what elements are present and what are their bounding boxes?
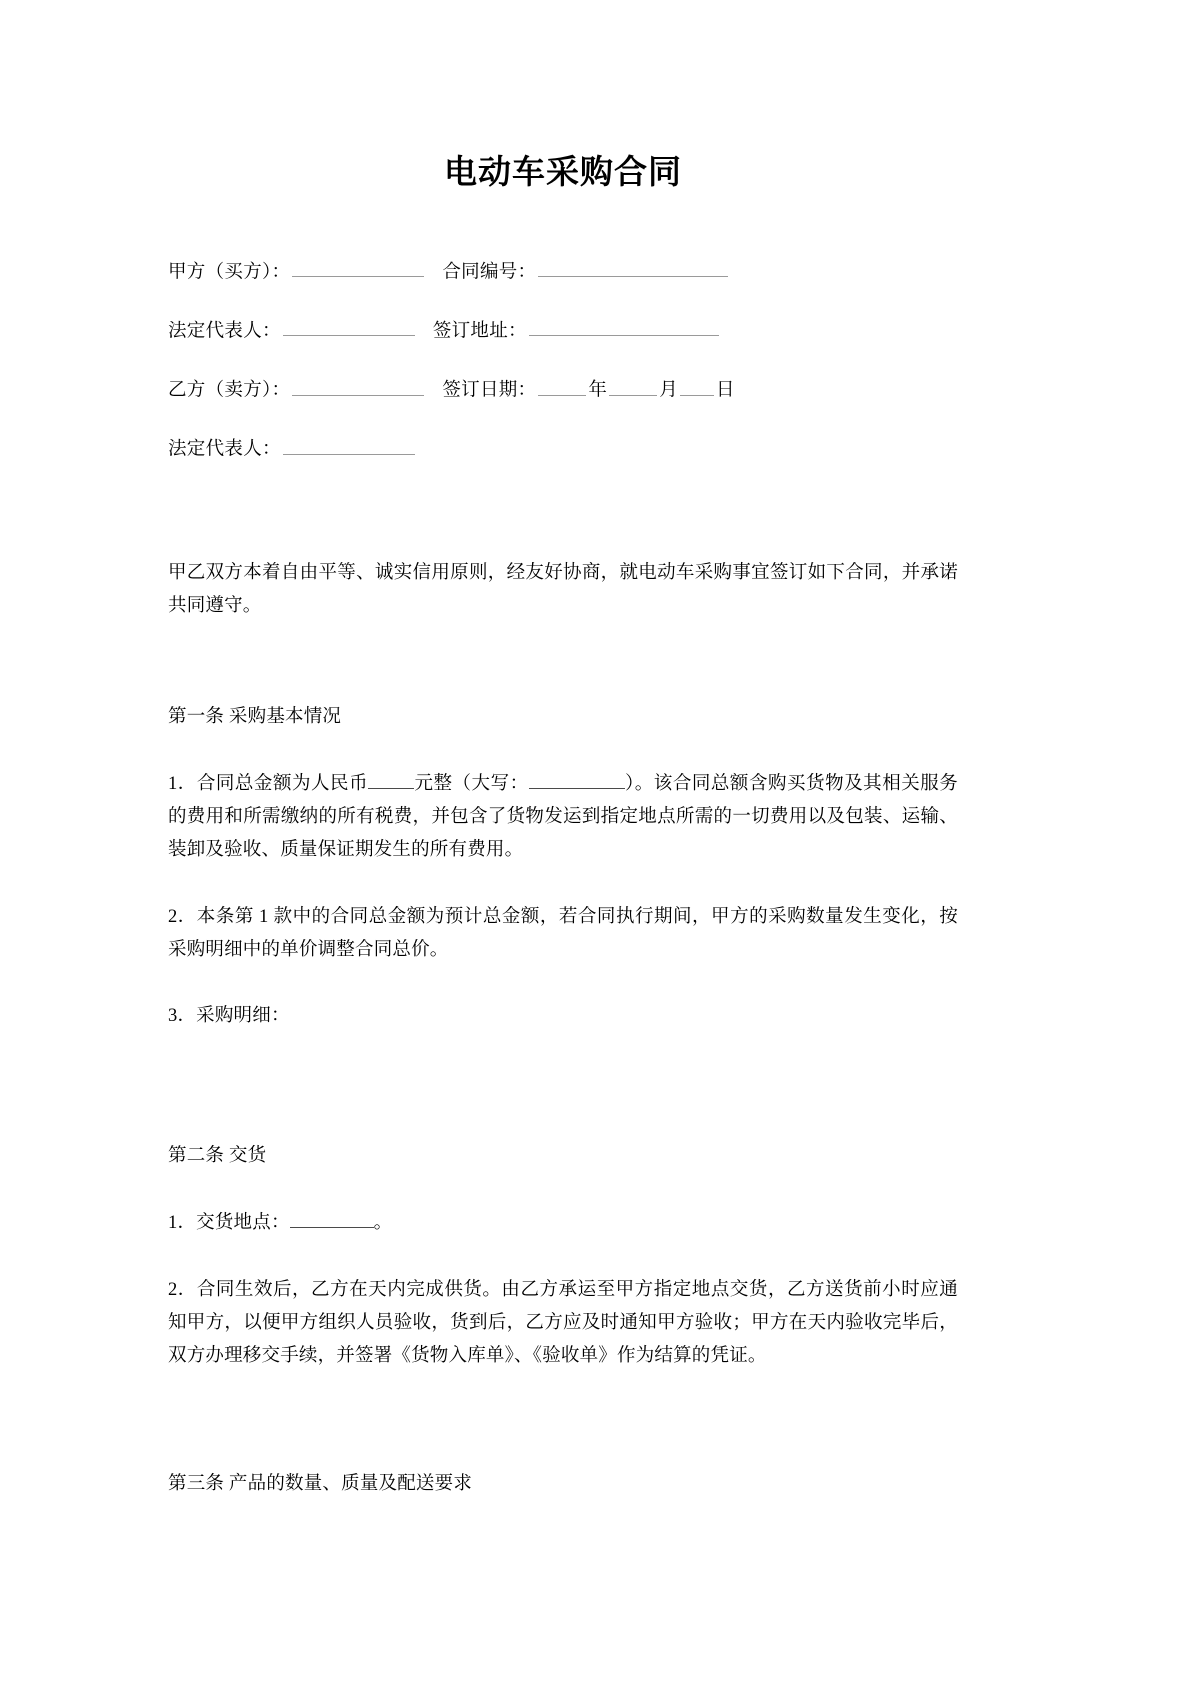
clause-2-1-text-after: 。 [373,1212,393,1233]
signing-date-day-unit: 日 [716,380,735,401]
clause-2-2 [168,1274,958,1373]
seller-representative-label: 法定代表人： [168,439,281,460]
signing-date-month-unit: 月 [659,380,678,401]
form-row-seller-representative [168,434,958,464]
buyer-representative-input-blank[interactable] [283,316,415,336]
clause-1-1-text-mid: 元整（大写： [414,773,529,794]
section-heading-3: 第三条 产品的数量、质量及配送要求 [168,1473,473,1494]
seller-input-blank[interactable] [292,375,424,395]
section-heading-1: 第一条 采购基本情况 [168,707,342,728]
clause-1-3 [168,1000,958,1033]
buyer-label: 甲方（买方）： [168,262,291,283]
clause-1-1-text-after: ）。该合同总额含购买货物及其相关服务的费用和所需缴纳的所有税费，并包含了货物发运到指定地点所需的一切费用以及包装、运输、装卸及验收、质量保证期发生的所有费用。 [168,773,958,860]
signing-address-label: 签订地址： [432,321,527,342]
clause-1-2 [168,901,958,967]
seller-representative-input-blank[interactable] [283,434,415,454]
form-row-buyer-representative [168,316,958,346]
clause-1-2-number: 2． [168,906,197,927]
seller-label: 乙方（卖方）： [168,380,291,401]
clause-1-3-number: 3． [168,1006,197,1027]
contract-number-input-blank[interactable] [538,257,728,277]
signing-date-day-blank[interactable] [680,375,714,395]
clause-1-1-number: 1． [168,773,197,794]
clause-1-1-text-before: 合同总金额为人民币 [196,773,369,794]
clause-1-1 [168,768,958,867]
section-heading-2: 第二条 交货 [168,1146,267,1167]
clause-1-3-text: 采购明细： [196,1006,290,1027]
clause-2-1 [168,1207,958,1240]
signing-date-year-unit: 年 [588,380,608,401]
form-row-buyer [168,257,958,287]
buyer-input-blank[interactable] [292,257,424,277]
document-content [168,0,958,1518]
parties-form [168,257,958,465]
total-amount-blank[interactable] [368,769,414,789]
buyer-representative-label: 法定代表人： [168,321,281,342]
form-row-seller [168,375,958,405]
signing-date-month-blank[interactable] [609,375,657,395]
clause-2-2-number: 2． [168,1279,197,1300]
signing-address-input-blank[interactable] [529,316,719,336]
clause-2-1-number: 1． [168,1212,197,1233]
signing-date-label: 签订日期： [442,380,537,401]
clause-2-2-text: 合同生效后，乙方在天内完成供货。由乙方承运至甲方指定地点交货，乙方送货前小时应通知甲方，以便甲方组织人员验收，货到后，乙方应及时通知甲方验收；甲方在天内验收完毕后，双方办理移交手续，并签署《货物入库单》、《验收单》作为结算的凭证。 [168,1279,958,1366]
clause-2-1-text-before: 交货地点： [196,1212,290,1233]
total-amount-words-blank[interactable] [529,769,625,789]
clause-1-2-text: 本条第 1 款中的合同总金额为预计总金额，若合同执行期间，甲方的采购数量发生变化，按采购明细中的单价调整合同总价。 [168,906,958,960]
contract-number-label: 合同编号： [442,262,537,283]
intro-paragraph: 甲乙双方本着自由平等、诚实信用原则，经友好协商，就电动车采购事宜签订如下合同，并承诺共同遵守。 [168,562,958,616]
delivery-location-blank[interactable] [290,1208,374,1228]
page-title: 电动车采购合同 [444,155,682,191]
signing-date-year-blank[interactable] [538,375,586,395]
